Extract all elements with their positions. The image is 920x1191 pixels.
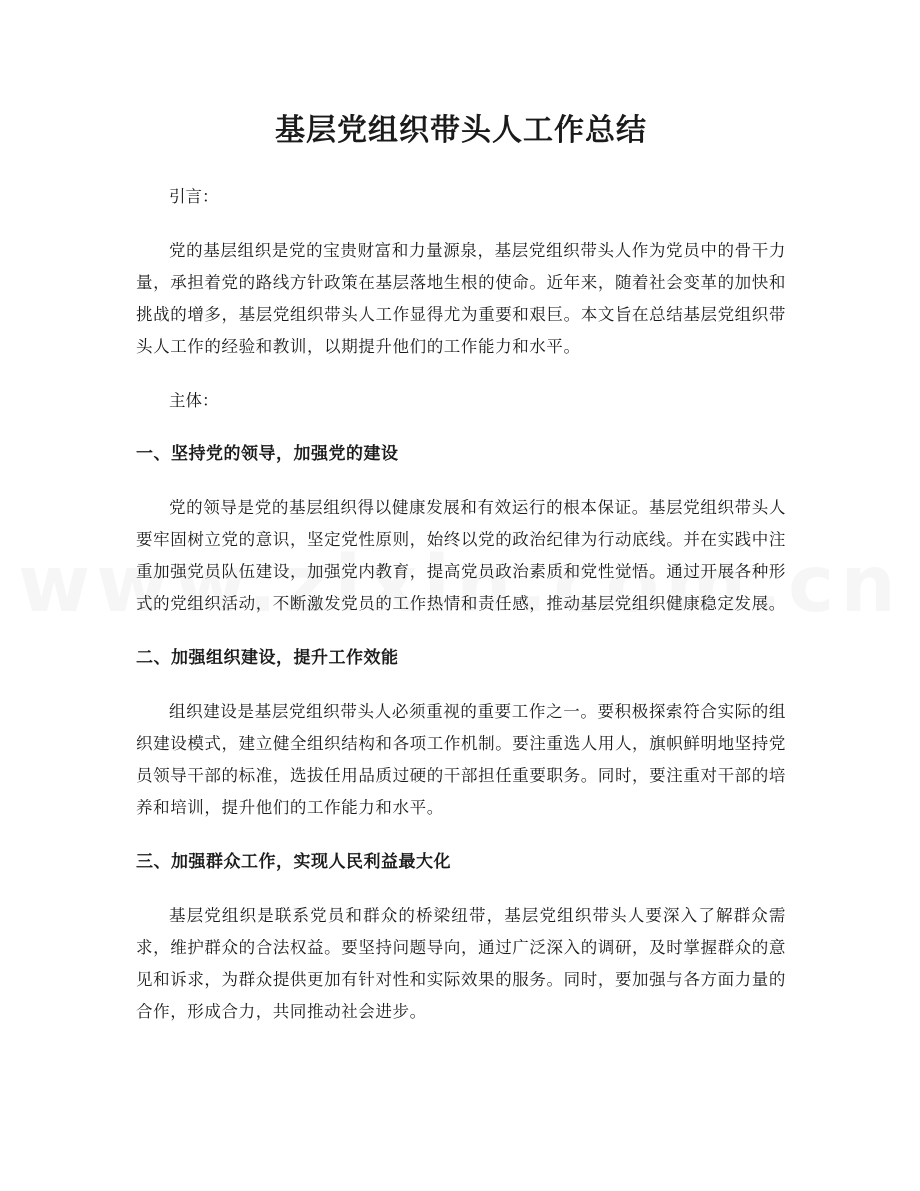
section-heading-1: 一、坚持党的领导，加强党的建设 xyxy=(136,444,399,464)
section-heading-3: 三、加强群众工作，实现人民利益最大化 xyxy=(136,852,451,872)
intro-label: 引言： xyxy=(169,187,219,206)
section-paragraph-1: 党的领导是党的基层组织得以健康发展和有效运行的根本保证。基层党组织带头人要牢固树立党的意识，坚定党性原则，始终以党的政治纪律为行动底线。并在实践中注重加强党员队伍建设，加强党内教育，提高党员政治素质和党性觉悟。通过开展各种形式的党组织活动，不断激发党员的工作热情和责任感，推动基层党组织健康稳定发展。 xyxy=(136,498,786,613)
document-title: 基层党组织带头人工作总结 xyxy=(275,113,647,148)
section-heading-2: 二、加强组织建设，提升工作效能 xyxy=(136,648,399,668)
intro-paragraph: 党的基层组织是党的宝贵财富和力量源泉，基层党组织带头人作为党员中的骨干力量，承担着党的路线方针政策在基层落地生根的使命。近年来，随着社会变革的加快和挑战的增多，基层党组织带头人工作显得尤为重要和艰巨。本文旨在总结基层党组织带头人工作的经验和教训，以期提升他们的工作能力和水平。 xyxy=(136,241,786,356)
document-body xyxy=(136,181,786,1028)
body-label: 主体： xyxy=(169,391,219,410)
section-paragraph-2: 组织建设是基层党组织带头人必须重视的重要工作之一。要积极探索符合实际的组织建设模式，建立健全组织结构和各项工作机制。要注重选人用人，旗帜鲜明地坚持党员领导干部的标准，选拔任用品质过硬的干部担任重要职务。同时，要注重对干部的培养和培训，提升他们的工作能力和水平。 xyxy=(136,702,786,817)
section-paragraph-3: 基层党组织是联系党员和群众的桥梁纽带，基层党组织带头人要深入了解群众需求，维护群众的合法权益。要坚持问题导向，通过广泛深入的调研，及时掌握群众的意见和诉求，为群众提供更加有针对性和实际效果的服务。同时，要加强与各方面力量的合作，形成合力，共同推动社会进步。 xyxy=(136,906,786,1021)
